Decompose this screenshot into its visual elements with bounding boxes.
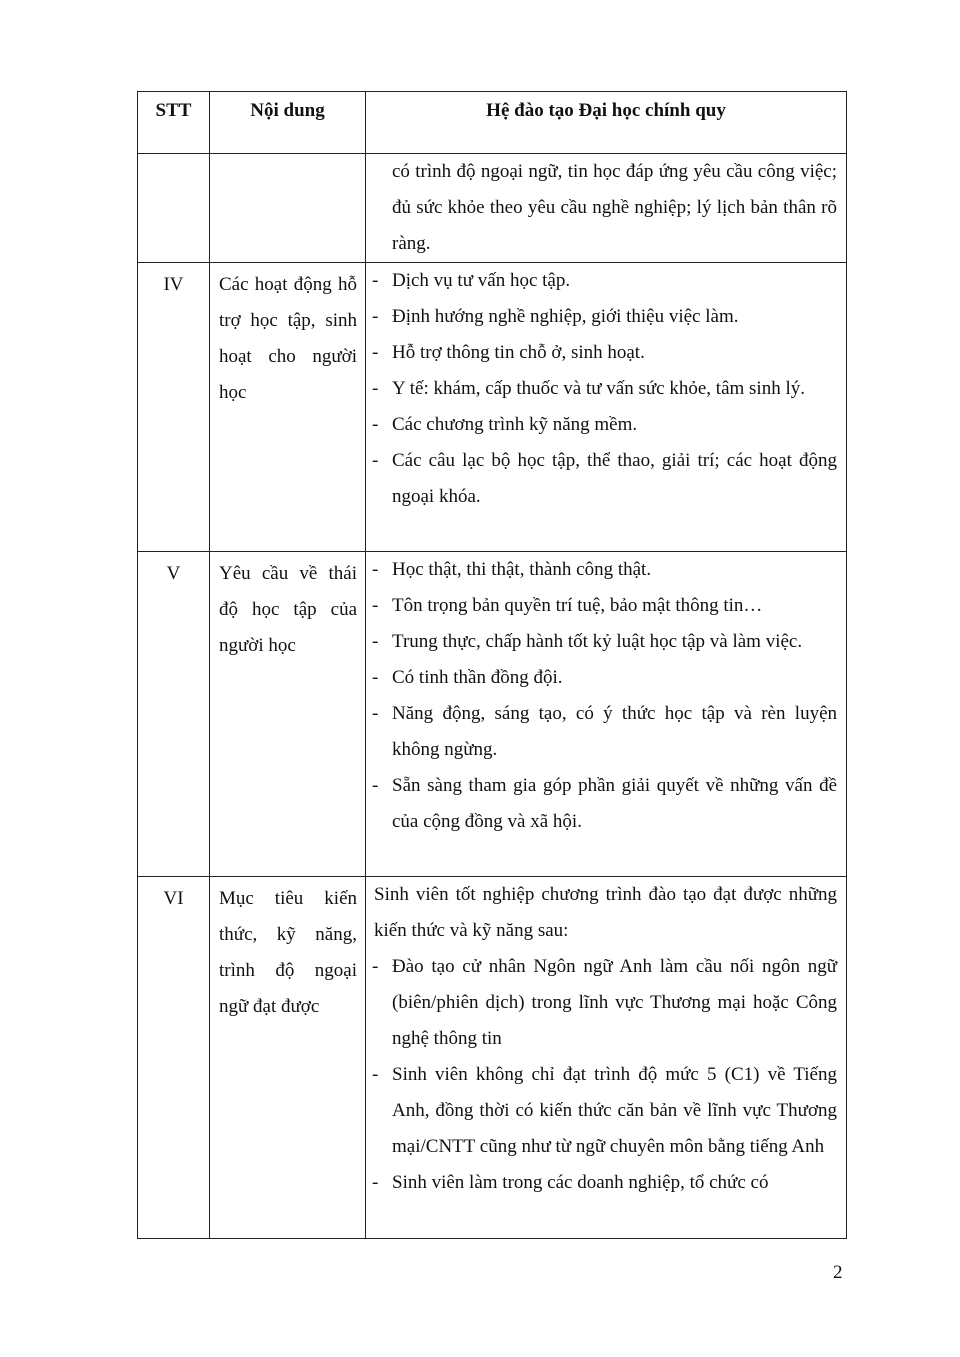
- header-he-dao-tao: Hệ đào tạo Đại học chính quy: [366, 92, 847, 154]
- list-item: - Sinh viên không chỉ đạt trình độ mức 5 (C1) về Tiếng Anh, đồng thời có kiến thức căn bản về lĩnh vực Thương mại/CNTT cũng như từ ngữ chuyên môn bằng tiếng Anh: [372, 1064, 837, 1157]
- stt-cell: V: [138, 552, 210, 877]
- list-item: - Sinh viên làm trong các doanh nghiệp, tổ chức có: [372, 1172, 769, 1193]
- list-item: - Hỗ trợ thông tin chỗ ở, sinh hoạt.: [372, 342, 645, 363]
- continuation-text: có trình độ ngoại ngữ, tin học đáp ứng yêu cầu công việc; đủ sức khỏe theo yêu cầu nghề nghiệp; lý lịch bản thân rõ ràng.: [392, 161, 837, 254]
- table-row: [138, 263, 847, 552]
- noi-dung-cell: Mục tiêu kiến thức, kỹ năng, trình độ ngoại ngữ đạt được: [210, 877, 366, 1239]
- list-item: - Y tế: khám, cấp thuốc và tư vấn sức khỏe, tâm sinh lý.: [372, 378, 805, 399]
- content-cell: [366, 877, 847, 1239]
- header-stt: STT: [138, 92, 210, 154]
- intro-paragraph: Sinh viên tốt nghiệp chương trình đào tạo đạt được những kiến thức và kỹ năng sau:: [374, 884, 837, 941]
- list-item: - Các câu lạc bộ học tập, thể thao, giải trí; các hoạt động ngoại khóa.: [372, 450, 837, 507]
- list-item: - Học thật, thi thật, thành công thật.: [372, 559, 652, 580]
- list-item: - Tôn trọng bản quyền trí tuệ, bảo mật thông tin…: [372, 595, 763, 616]
- list-item: - Định hướng nghề nghiệp, giới thiệu việc làm.: [372, 306, 739, 327]
- list-item: - Đào tạo cử nhân Ngôn ngữ Anh làm cầu nối ngôn ngữ (biên/phiên dịch) trong lĩnh vực Thương mại hoặc Công nghệ thông tin: [372, 956, 837, 1049]
- content-cell: [366, 263, 847, 552]
- program-table: [137, 91, 847, 1239]
- table-row: [138, 154, 847, 263]
- noi-dung-cell: Yêu cầu về thái độ học tập của người học: [210, 552, 366, 877]
- noi-dung-cell: Các hoạt động hỗ trợ học tập, sinh hoạt cho người học: [210, 263, 366, 552]
- list-item: - Dịch vụ tư vấn học tập.: [372, 270, 571, 291]
- list-item: - Có tinh thần đồng đội.: [372, 667, 563, 688]
- table-row: [138, 552, 847, 877]
- noi-dung-cell: [210, 154, 366, 263]
- list-item: - Trung thực, chấp hành tốt kỷ luật học tập và làm việc.: [372, 631, 803, 652]
- list-item: - Sẵn sàng tham gia góp phần giải quyết về những vấn đề của cộng đồng và xã hội.: [372, 775, 837, 832]
- table-row: [138, 877, 847, 1239]
- content-cell: [366, 154, 847, 263]
- table-header-row: [138, 92, 847, 154]
- list-item: - Các chương trình kỹ năng mềm.: [372, 414, 638, 435]
- list-item: - Năng động, sáng tạo, có ý thức học tập và rèn luyện không ngừng.: [372, 703, 837, 760]
- stt-cell: IV: [138, 263, 210, 552]
- page-number: 2: [833, 1262, 843, 1283]
- stt-cell: [138, 154, 210, 263]
- stt-cell: VI: [138, 877, 210, 1239]
- header-noi-dung: Nội dung: [210, 92, 366, 154]
- content-cell: [366, 552, 847, 877]
